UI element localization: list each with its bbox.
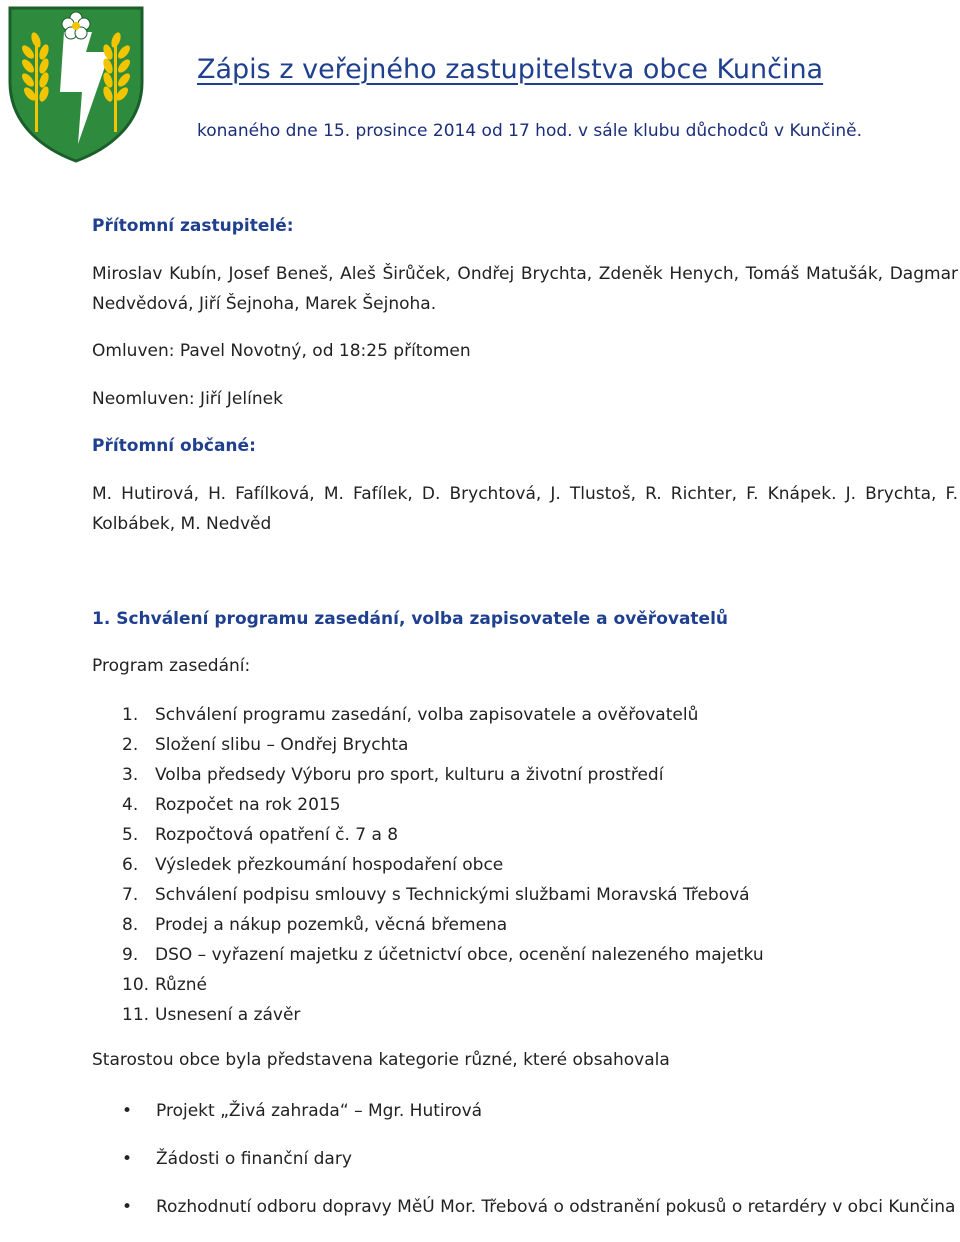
- list-item-text: DSO – vyřazení majetku z účetnictví obce, ocenění nalezeného majetku: [155, 945, 764, 965]
- list-item: [122, 884, 764, 914]
- list-item-number: 1.: [122, 705, 139, 725]
- bullet-icon: •: [122, 1149, 133, 1169]
- list-item: [122, 914, 764, 944]
- unexcused-member: Neomluven: Jiří Jelínek: [92, 389, 283, 409]
- list-item-number: 8.: [122, 915, 139, 935]
- list-item: [120, 1144, 958, 1174]
- list-item: [122, 764, 764, 794]
- list-item-number: 9.: [122, 945, 139, 965]
- list-item-number: 6.: [122, 855, 139, 875]
- bullet-icon: •: [122, 1101, 133, 1121]
- list-item-text: Různé: [155, 975, 207, 995]
- bullet-icon: •: [122, 1197, 133, 1217]
- present-citizens-list: M. Hutirová, H. Fafílková, M. Fafílek, D. Brychtová, J. Tlustoš, R. Richter, F. Knápek. J. Brychta, F. Kolbábek, M. Nedvěd: [92, 484, 958, 534]
- program-list: [122, 704, 764, 1034]
- list-item: [120, 1192, 958, 1222]
- list-item-text: Rozpočet na rok 2015: [155, 795, 341, 815]
- list-item: [122, 974, 764, 1004]
- section-1-title: 1. Schválení programu zasedání, volba zapisovatele a ověřovatelů: [92, 609, 729, 629]
- meeting-date-location: konaného dne 15. prosince 2014 od 17 hod. v sále klubu důchodců v Kunčině.: [197, 121, 863, 141]
- list-item: [122, 944, 764, 974]
- list-item-text: Prodej a nákup pozemků, věcná břemena: [155, 915, 508, 935]
- list-item: [122, 1004, 764, 1034]
- list-item-text: Schválení programu zasedání, volba zapisovatele a ověřovatelů: [155, 705, 699, 725]
- list-item: [122, 824, 764, 854]
- program-label: Program zasedání:: [92, 656, 251, 676]
- list-item-text: Složení slibu – Ondřej Brychta: [155, 735, 409, 755]
- list-item-number: 11.: [122, 1005, 150, 1025]
- present-citizens-heading: Přítomní občané:: [92, 436, 256, 456]
- present-councillors-heading: Přítomní zastupitelé:: [92, 216, 294, 236]
- list-item-text: Výsledek přezkoumání hospodaření obce: [155, 855, 504, 875]
- miscellaneous-bullet-list: [120, 1096, 958, 1222]
- list-item-text: Volba předsedy Výboru pro sport, kulturu a životní prostředí: [155, 765, 664, 785]
- list-item-text: Schválení podpisu smlouvy s Technickými službami Moravská Třebová: [155, 885, 750, 905]
- bullet-text: Projekt „Živá zahrada“ – Mgr. Hutirová: [156, 1101, 483, 1121]
- list-item-number: 3.: [122, 765, 139, 785]
- list-item-text: Usnesení a závěr: [155, 1005, 301, 1025]
- list-item-number: 10.: [122, 975, 150, 995]
- list-item: [122, 794, 764, 824]
- excused-member: Omluven: Pavel Novotný, od 18:25 přítomen: [92, 341, 471, 361]
- list-item-number: 2.: [122, 735, 139, 755]
- list-item-number: 7.: [122, 885, 139, 905]
- miscellaneous-intro: Starostou obce byla představena kategorie různé, které obsahovala: [92, 1050, 670, 1070]
- list-item-text: Rozpočtová opatření č. 7 a 8: [155, 825, 399, 845]
- bullet-text: Rozhodnutí odboru dopravy MěÚ Mor. Třebová o odstranění pokusů o retardéry v obci Kunčina: [156, 1197, 956, 1217]
- list-item: [122, 704, 764, 734]
- present-councillors-list: Miroslav Kubín, Josef Beneš, Aleš Širůček, Ondřej Brychta, Zdeněk Henych, Tomáš Matušák, Dagmar Nedvědová, Jiří Šejnoha, Marek Šejnoha.: [92, 264, 958, 314]
- document-title: Zápis z veřejného zastupitelstva obce Kunčina: [197, 54, 824, 85]
- list-item: [120, 1096, 958, 1126]
- list-item-number: 5.: [122, 825, 139, 845]
- list-item-number: 4.: [122, 795, 139, 815]
- list-item: [122, 734, 764, 764]
- list-item: [122, 854, 764, 884]
- bullet-text: Žádosti o finanční dary: [156, 1149, 352, 1169]
- municipal-coat-of-arms: [6, 4, 146, 164]
